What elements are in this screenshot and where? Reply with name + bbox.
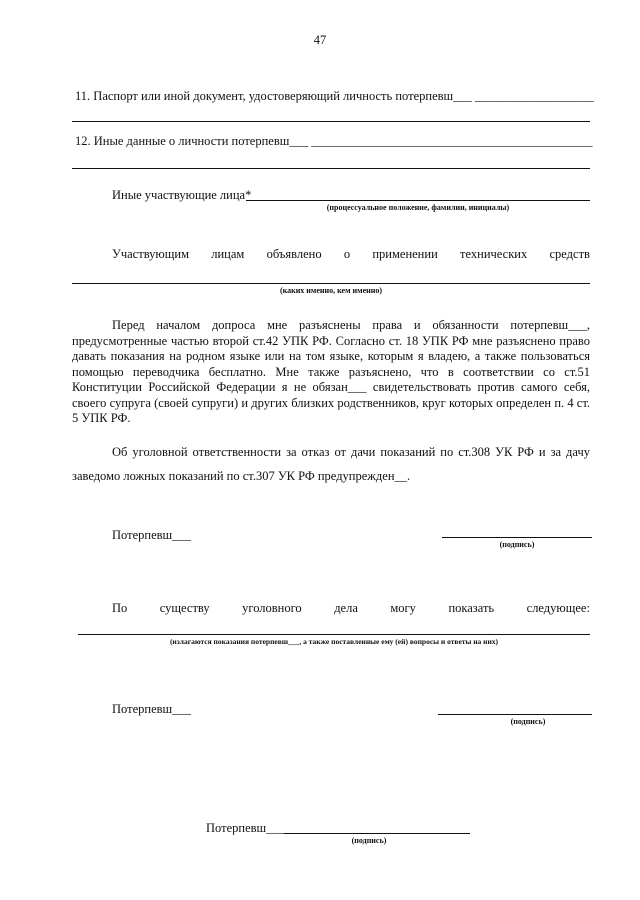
technical-word-3: объявлено bbox=[266, 247, 322, 261]
technical-means-line[interactable] bbox=[72, 283, 590, 284]
page-number: 47 bbox=[313, 33, 327, 47]
signature-3-label: Потерпевш___ bbox=[206, 821, 285, 835]
technical-word-1: Участвующим bbox=[112, 247, 189, 261]
participants-label: Иные участвующие лица* bbox=[112, 188, 252, 202]
testimony-hint: (излагаются показания потерпевш___, а также поставленные ему (ей) вопросы и ответы на них) bbox=[169, 637, 499, 646]
passport-field-line-2[interactable] bbox=[72, 121, 590, 122]
signature-2-hint: (подпись) bbox=[510, 717, 546, 726]
technical-word-7: средств bbox=[549, 247, 590, 261]
signature-1-hint: (подпись) bbox=[499, 540, 535, 549]
participants-line[interactable] bbox=[246, 200, 590, 201]
testimony-row bbox=[112, 601, 590, 616]
testimony-line[interactable] bbox=[78, 634, 590, 635]
signature-1-line[interactable] bbox=[442, 537, 592, 538]
testimony-word-1: По bbox=[112, 601, 128, 615]
signature-2-line[interactable] bbox=[438, 714, 592, 715]
other-data-line-2[interactable] bbox=[72, 168, 590, 169]
testimony-word-2: существу bbox=[159, 601, 210, 615]
other-data-label: 12. Иные данные о личности потерпевш___ _____________________________________________ bbox=[75, 134, 593, 148]
liability-paragraph: Об уголовной ответственности за отказ от дачи показаний по ст.308 УК РФ и за дачу заведомо ложных показаний по ст.307 УК РФ предупрежден__. bbox=[72, 445, 590, 483]
signature-3-line[interactable] bbox=[284, 833, 470, 834]
testimony-word-5: могу bbox=[390, 601, 416, 615]
technical-means-row bbox=[112, 247, 590, 262]
signature-3-hint: (подпись) bbox=[351, 836, 387, 845]
signature-2-label: Потерпевш___ bbox=[112, 702, 191, 716]
testimony-word-3: уголовного bbox=[242, 601, 302, 615]
testimony-word-7: следующее: bbox=[526, 601, 590, 615]
technical-word-6: технических bbox=[460, 247, 528, 261]
testimony-word-6: показать bbox=[448, 601, 495, 615]
technical-means-hint: (каких именно, кем именно) bbox=[279, 286, 383, 295]
testimony-word-4: дела bbox=[334, 601, 358, 615]
technical-word-2: лицам bbox=[211, 247, 245, 261]
technical-word-5: применении bbox=[372, 247, 438, 261]
participants-hint: (процессуальное положение, фамилии, инициалы) bbox=[326, 203, 510, 212]
signature-1-label: Потерпевш___ bbox=[112, 528, 191, 542]
rights-paragraph: Перед началом допроса мне разъяснены права и обязанности потерпевш___, предусмотренные частью второй ст.42 УПК РФ. Согласно ст. 18 УПК РФ мне разъяснено право давать показания на родном языке или на том языке, которым я владею, а также пользоваться помощью переводчика бесплатно. Мне также разъяснено, что в соответствии со ст.51 Конституции Российской Федерации я не обязан___ свидетельствовать против самого себя, своего супруга (своей супруги) и других близких родственников, круг которых определен п. 4 ст. 5 УПК РФ. bbox=[72, 318, 590, 425]
passport-field-label: 11. Паспорт или иной документ, удостоверяющий личность потерпевш___ ___________________ bbox=[75, 89, 594, 103]
technical-word-4: о bbox=[343, 247, 351, 261]
